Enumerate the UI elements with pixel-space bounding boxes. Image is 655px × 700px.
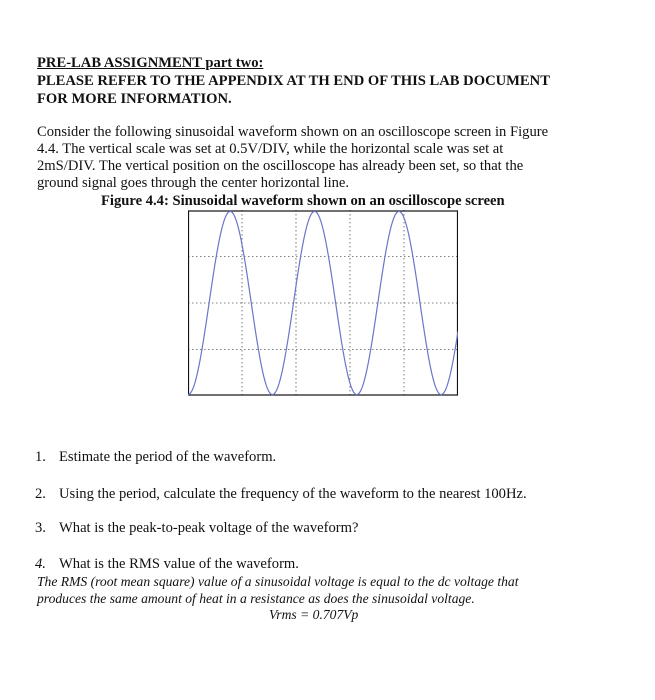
assignment-title: PRE-LAB ASSIGNMENT part two: (37, 55, 264, 71)
oscilloscope-screen (188, 210, 458, 396)
question-2: Using the period, calculate the frequency of the waveform to the nearest 100Hz. (59, 486, 527, 502)
intro-line-4: ground signal goes through the center horizontal line. (37, 175, 350, 191)
rms-note-line-1: The RMS (root mean square) value of a sinusoidal voltage is equal to the dc voltage that (37, 574, 519, 589)
question-3-number: 3. (35, 520, 46, 536)
question-3: What is the peak-to-peak voltage of the waveform? (59, 520, 359, 536)
figure-caption: Figure 4.4: Sinusoidal waveform shown on an oscilloscope screen (101, 193, 505, 209)
appendix-note-line-2: FOR MORE INFORMATION. (37, 91, 232, 107)
intro-line-2: 4.4. The vertical scale was set at 0.5V/DIV, while the horizontal scale was set at (37, 141, 504, 157)
intro-line-3: 2mS/DIV. The vertical position on the oscilloscope has already been set, so that the (37, 158, 524, 174)
rms-formula: Vrms = 0.707Vp (269, 607, 359, 622)
question-1-number: 1. (35, 449, 46, 465)
question-2-number: 2. (35, 486, 46, 502)
appendix-note-line-1: PLEASE REFER TO THE APPENDIX AT TH END OF THIS LAB DOCUMENT (37, 73, 550, 89)
question-1: Estimate the period of the waveform. (59, 449, 277, 465)
rms-note-line-2: produces the same amount of heat in a resistance as does the sinusoidal voltage. (37, 591, 475, 606)
question-4-number: 4. (35, 556, 46, 572)
intro-line-1: Consider the following sinusoidal waveform shown on an oscilloscope screen in Figure (37, 124, 549, 140)
scope-grid (188, 210, 458, 396)
question-4: What is the RMS value of the waveform. (59, 556, 299, 572)
